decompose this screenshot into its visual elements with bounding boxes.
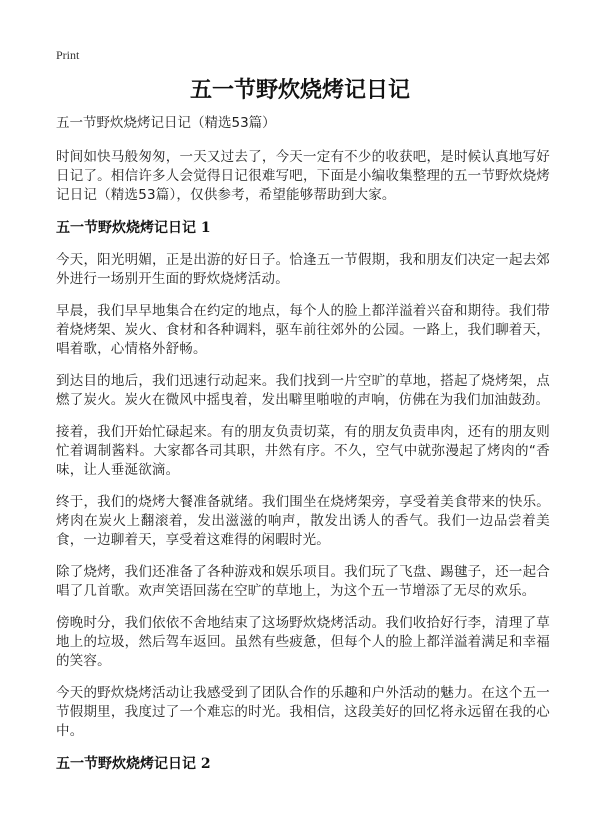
document-title: 五一节野炊烧烤记日记 xyxy=(189,78,410,103)
document-body xyxy=(56,114,550,787)
section-1-paragraph-6: 除了烧烤，我们还准备了各种游戏和娱乐项目。我们玩了飞盘、踢毽子，还一起合唱了几首歌。欢声笑语回荡在空旷的草地上，为这个五一节增添了无尽的欢乐。 xyxy=(56,564,550,599)
section-1-paragraph-4: 接着，我们开始忙碌起来。有的朋友负责切菜，有的朋友负责串肉，还有的朋友则忙着调制酱料。大家都各司其职，井然有序。不久，空气中就弥漫起了烤肉的“香味，让人垂涎欲滴。 xyxy=(56,424,550,478)
section-heading-1: 五一节野炊烧烤记日记 1 xyxy=(56,220,211,236)
document-subtitle: 五一节野炊烧烤记日记（精选53篇） xyxy=(56,115,276,131)
section-1-paragraph-1: 今天，阳光明媚，正是出游的好日子。恰逢五一节假期，我和朋友们决定一起去郊外进行一场别开生面的野炊烧烤活动。 xyxy=(56,252,550,287)
intro-paragraph: 时间如快马般匆匆，一天又过去了，今天一定有不少的收获吧，是时候认真地写好日记了。相信许多人会觉得日记很难写吧，下面是小编收集整理的五一节野炊烧烤记日记（精选53篇），仅供参考，希望能够帮助到大家。 xyxy=(56,149,550,203)
section-1-paragraph-7: 傍晚时分，我们依依不舍地结束了这场野炊烧烤活动。我们收拾好行李，清理了草地上的垃圾，然后驾车返回。虽然有些疲惫，但每个人的脸上都洋溢着满足和幸福的笑容。 xyxy=(56,615,550,669)
print-link[interactable]: Print xyxy=(56,48,80,62)
section-1-paragraph-2: 早晨，我们早早地集合在约定的地点，每个人的脸上都洋溢着兴奋和期待。我们带着烧烤架、炭火、食材和各种调料，驱车前往郊外的公园。一路上，我们聊着天，唱着歌，心情格外舒畅。 xyxy=(56,303,550,357)
section-1-paragraph-5: 终于，我们的烧烤大餐准备就绪。我们围坐在烧烤架旁，享受着美食带来的快乐。烤肉在炭火上翻滚着，发出滋滋的响声，散发出诱人的香气。我们一边品尝着美食，一边聊着天，享受着这难得的闲暇时光。 xyxy=(56,494,550,548)
section-heading-2: 五一节野炊烧烤记日记 2 xyxy=(56,756,211,772)
section-1-paragraph-8: 今天的野炊烧烤活动让我感受到了团队合作的乐趣和户外活动的魅力。在这个五一节假期里，我度过了一个难忘的时光。我相信，这段美好的回忆将永远留在我的心中。 xyxy=(56,685,550,739)
section-1-paragraph-3: 到达目的地后，我们迅速行动起来。我们找到一片空旷的草地，搭起了烧烤架，点燃了炭火。炭火在微风中摇曳着，发出噼里啪啦的声响，仿佛在为我们加油鼓劲。 xyxy=(56,373,550,408)
